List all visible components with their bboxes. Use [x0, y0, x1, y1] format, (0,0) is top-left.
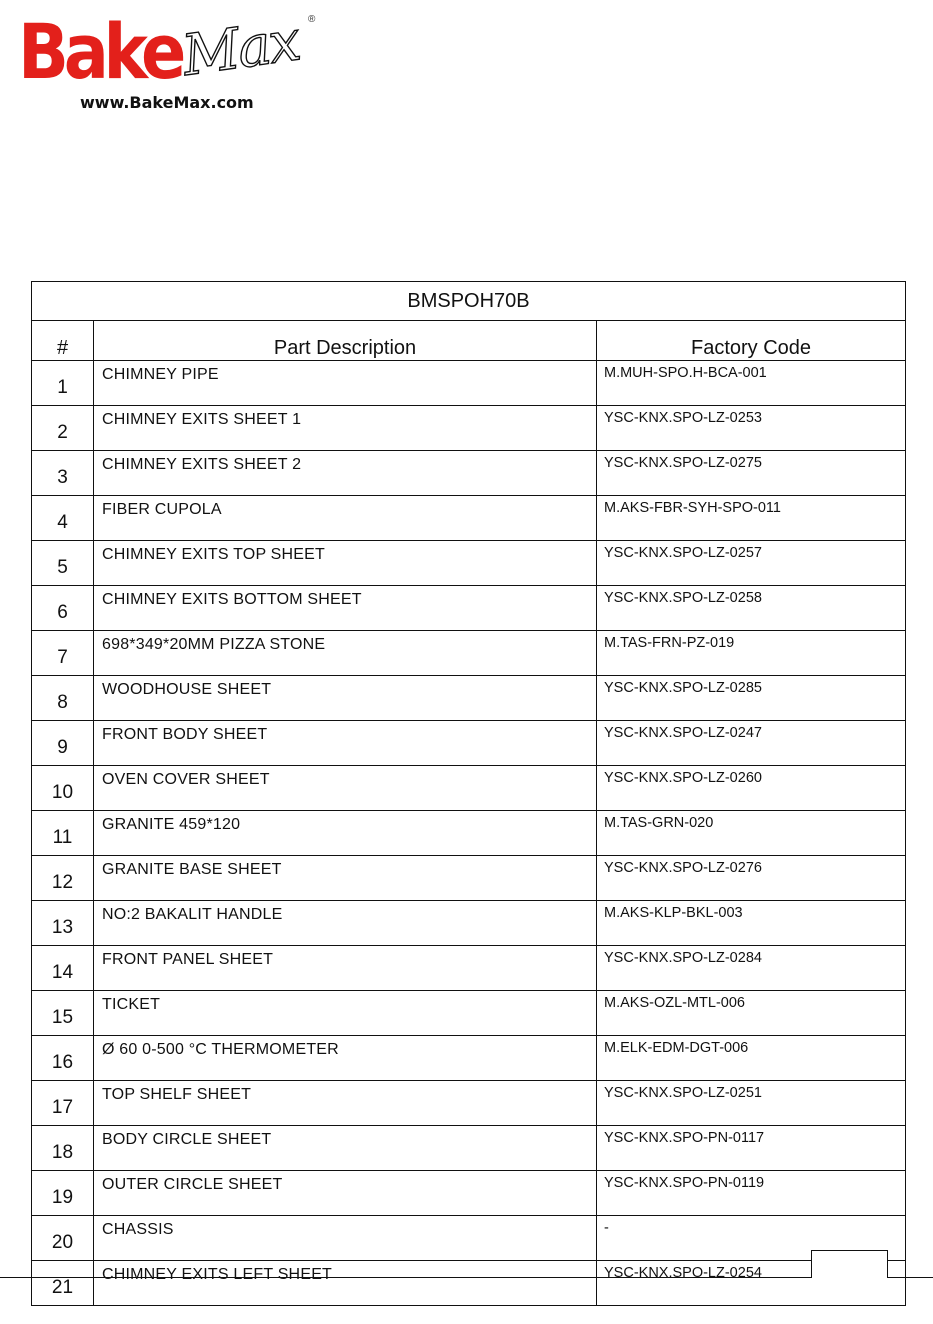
table-row [32, 631, 906, 676]
part-description: TOP SHELF SHEET [94, 1081, 597, 1126]
part-description: CHIMNEY EXITS TOP SHEET [94, 541, 597, 586]
row-number: 5 [32, 541, 94, 586]
row-number: 11 [32, 811, 94, 856]
part-description: OUTER CIRCLE SHEET [94, 1171, 597, 1216]
row-number: 18 [32, 1126, 94, 1171]
table-row [32, 991, 906, 1036]
row-number: 21 [32, 1261, 94, 1306]
table-row [32, 586, 906, 631]
row-number: 2 [32, 406, 94, 451]
part-description: CHIMNEY EXITS LEFT SHEET [94, 1261, 597, 1306]
row-number: 6 [32, 586, 94, 631]
table-body [32, 361, 906, 1306]
row-number: 10 [32, 766, 94, 811]
row-number: 14 [32, 946, 94, 991]
page-number-box [811, 1250, 888, 1278]
table-row [32, 361, 906, 406]
table-row [32, 496, 906, 541]
factory-code: YSC-KNX.SPO-LZ-0253 [597, 406, 906, 451]
part-description: GRANITE BASE SHEET [94, 856, 597, 901]
factory-code: YSC-KNX.SPO-LZ-0251 [597, 1081, 906, 1126]
bakemax-logo [18, 7, 328, 114]
factory-code: YSC-KNX.SPO-LZ-0276 [597, 856, 906, 901]
table-row [32, 811, 906, 856]
part-description: BODY CIRCLE SHEET [94, 1126, 597, 1171]
table-row [32, 406, 906, 451]
parts-table [31, 281, 906, 1306]
row-number: 17 [32, 1081, 94, 1126]
row-number: 8 [32, 676, 94, 721]
row-number: 7 [32, 631, 94, 676]
table-row [32, 676, 906, 721]
registered-mark: ® [308, 14, 316, 25]
part-description: FRONT PANEL SHEET [94, 946, 597, 991]
row-number: 3 [32, 451, 94, 496]
table-row [32, 766, 906, 811]
logo-max-text: Max [178, 8, 303, 90]
table-row [32, 856, 906, 901]
table-row [32, 1036, 906, 1081]
website-url: www.BakeMax.com [80, 93, 254, 112]
factory-code: YSC-KNX.SPO-PN-0119 [597, 1171, 906, 1216]
part-description: NO:2 BAKALIT HANDLE [94, 901, 597, 946]
part-description: FRONT BODY SHEET [94, 721, 597, 766]
part-description: OVEN COVER SHEET [94, 766, 597, 811]
row-number: 15 [32, 991, 94, 1036]
part-description: CHASSIS [94, 1216, 597, 1261]
row-number: 4 [32, 496, 94, 541]
footer-rule [0, 1277, 933, 1278]
part-description: CHIMNEY EXITS SHEET 1 [94, 406, 597, 451]
part-description: CHIMNEY EXITS BOTTOM SHEET [94, 586, 597, 631]
factory-code: YSC-KNX.SPO-LZ-0258 [597, 586, 906, 631]
factory-code: YSC-KNX.SPO-PN-0117 [597, 1126, 906, 1171]
part-description: CHIMNEY EXITS SHEET 2 [94, 451, 597, 496]
table-row [32, 541, 906, 586]
part-description: WOODHOUSE SHEET [94, 676, 597, 721]
row-number: 12 [32, 856, 94, 901]
factory-code: YSC-KNX.SPO-LZ-0254 [597, 1261, 906, 1306]
part-description: CHIMNEY PIPE [94, 361, 597, 406]
table-row [32, 451, 906, 496]
factory-code: - [597, 1216, 906, 1261]
factory-code: M.AKS-KLP-BKL-003 [597, 901, 906, 946]
factory-code: M.ELK-EDM-DGT-006 [597, 1036, 906, 1081]
part-description: FIBER CUPOLA [94, 496, 597, 541]
row-number: 20 [32, 1216, 94, 1261]
table-row [32, 1081, 906, 1126]
table-header-row [32, 321, 906, 361]
factory-code: M.AKS-OZL-MTL-006 [597, 991, 906, 1036]
table-row [32, 1261, 906, 1306]
factory-code: YSC-KNX.SPO-LZ-0260 [597, 766, 906, 811]
factory-code: YSC-KNX.SPO-LZ-0284 [597, 946, 906, 991]
factory-code: YSC-KNX.SPO-LZ-0257 [597, 541, 906, 586]
factory-code: YSC-KNX.SPO-LZ-0285 [597, 676, 906, 721]
table-row [32, 721, 906, 766]
row-number: 1 [32, 361, 94, 406]
part-description: GRANITE 459*120 [94, 811, 597, 856]
part-description: 698*349*20MM PIZZA STONE [94, 631, 597, 676]
table-title: BMSPOH70B [32, 282, 906, 321]
row-number: 9 [32, 721, 94, 766]
factory-code: M.AKS-FBR-SYH-SPO-011 [597, 496, 906, 541]
row-number: 13 [32, 901, 94, 946]
table-row [32, 1171, 906, 1216]
factory-code: YSC-KNX.SPO-LZ-0247 [597, 721, 906, 766]
row-number: 19 [32, 1171, 94, 1216]
row-number: 16 [32, 1036, 94, 1081]
factory-code: M.TAS-GRN-020 [597, 811, 906, 856]
part-description: Ø 60 0-500 °C THERMOMETER [94, 1036, 597, 1081]
table-row [32, 1126, 906, 1171]
table-row [32, 901, 906, 946]
column-header-number: # [32, 321, 94, 361]
part-description: TICKET [94, 991, 597, 1036]
table-row [32, 946, 906, 991]
column-header-factory-code: Factory Code [597, 321, 906, 361]
factory-code: YSC-KNX.SPO-LZ-0275 [597, 451, 906, 496]
factory-code: M.MUH-SPO.H-BCA-001 [597, 361, 906, 406]
factory-code: M.TAS-FRN-PZ-019 [597, 631, 906, 676]
logo-bake-text: Bake [18, 7, 182, 96]
table-row [32, 1216, 906, 1261]
column-header-description: Part Description [94, 321, 597, 361]
